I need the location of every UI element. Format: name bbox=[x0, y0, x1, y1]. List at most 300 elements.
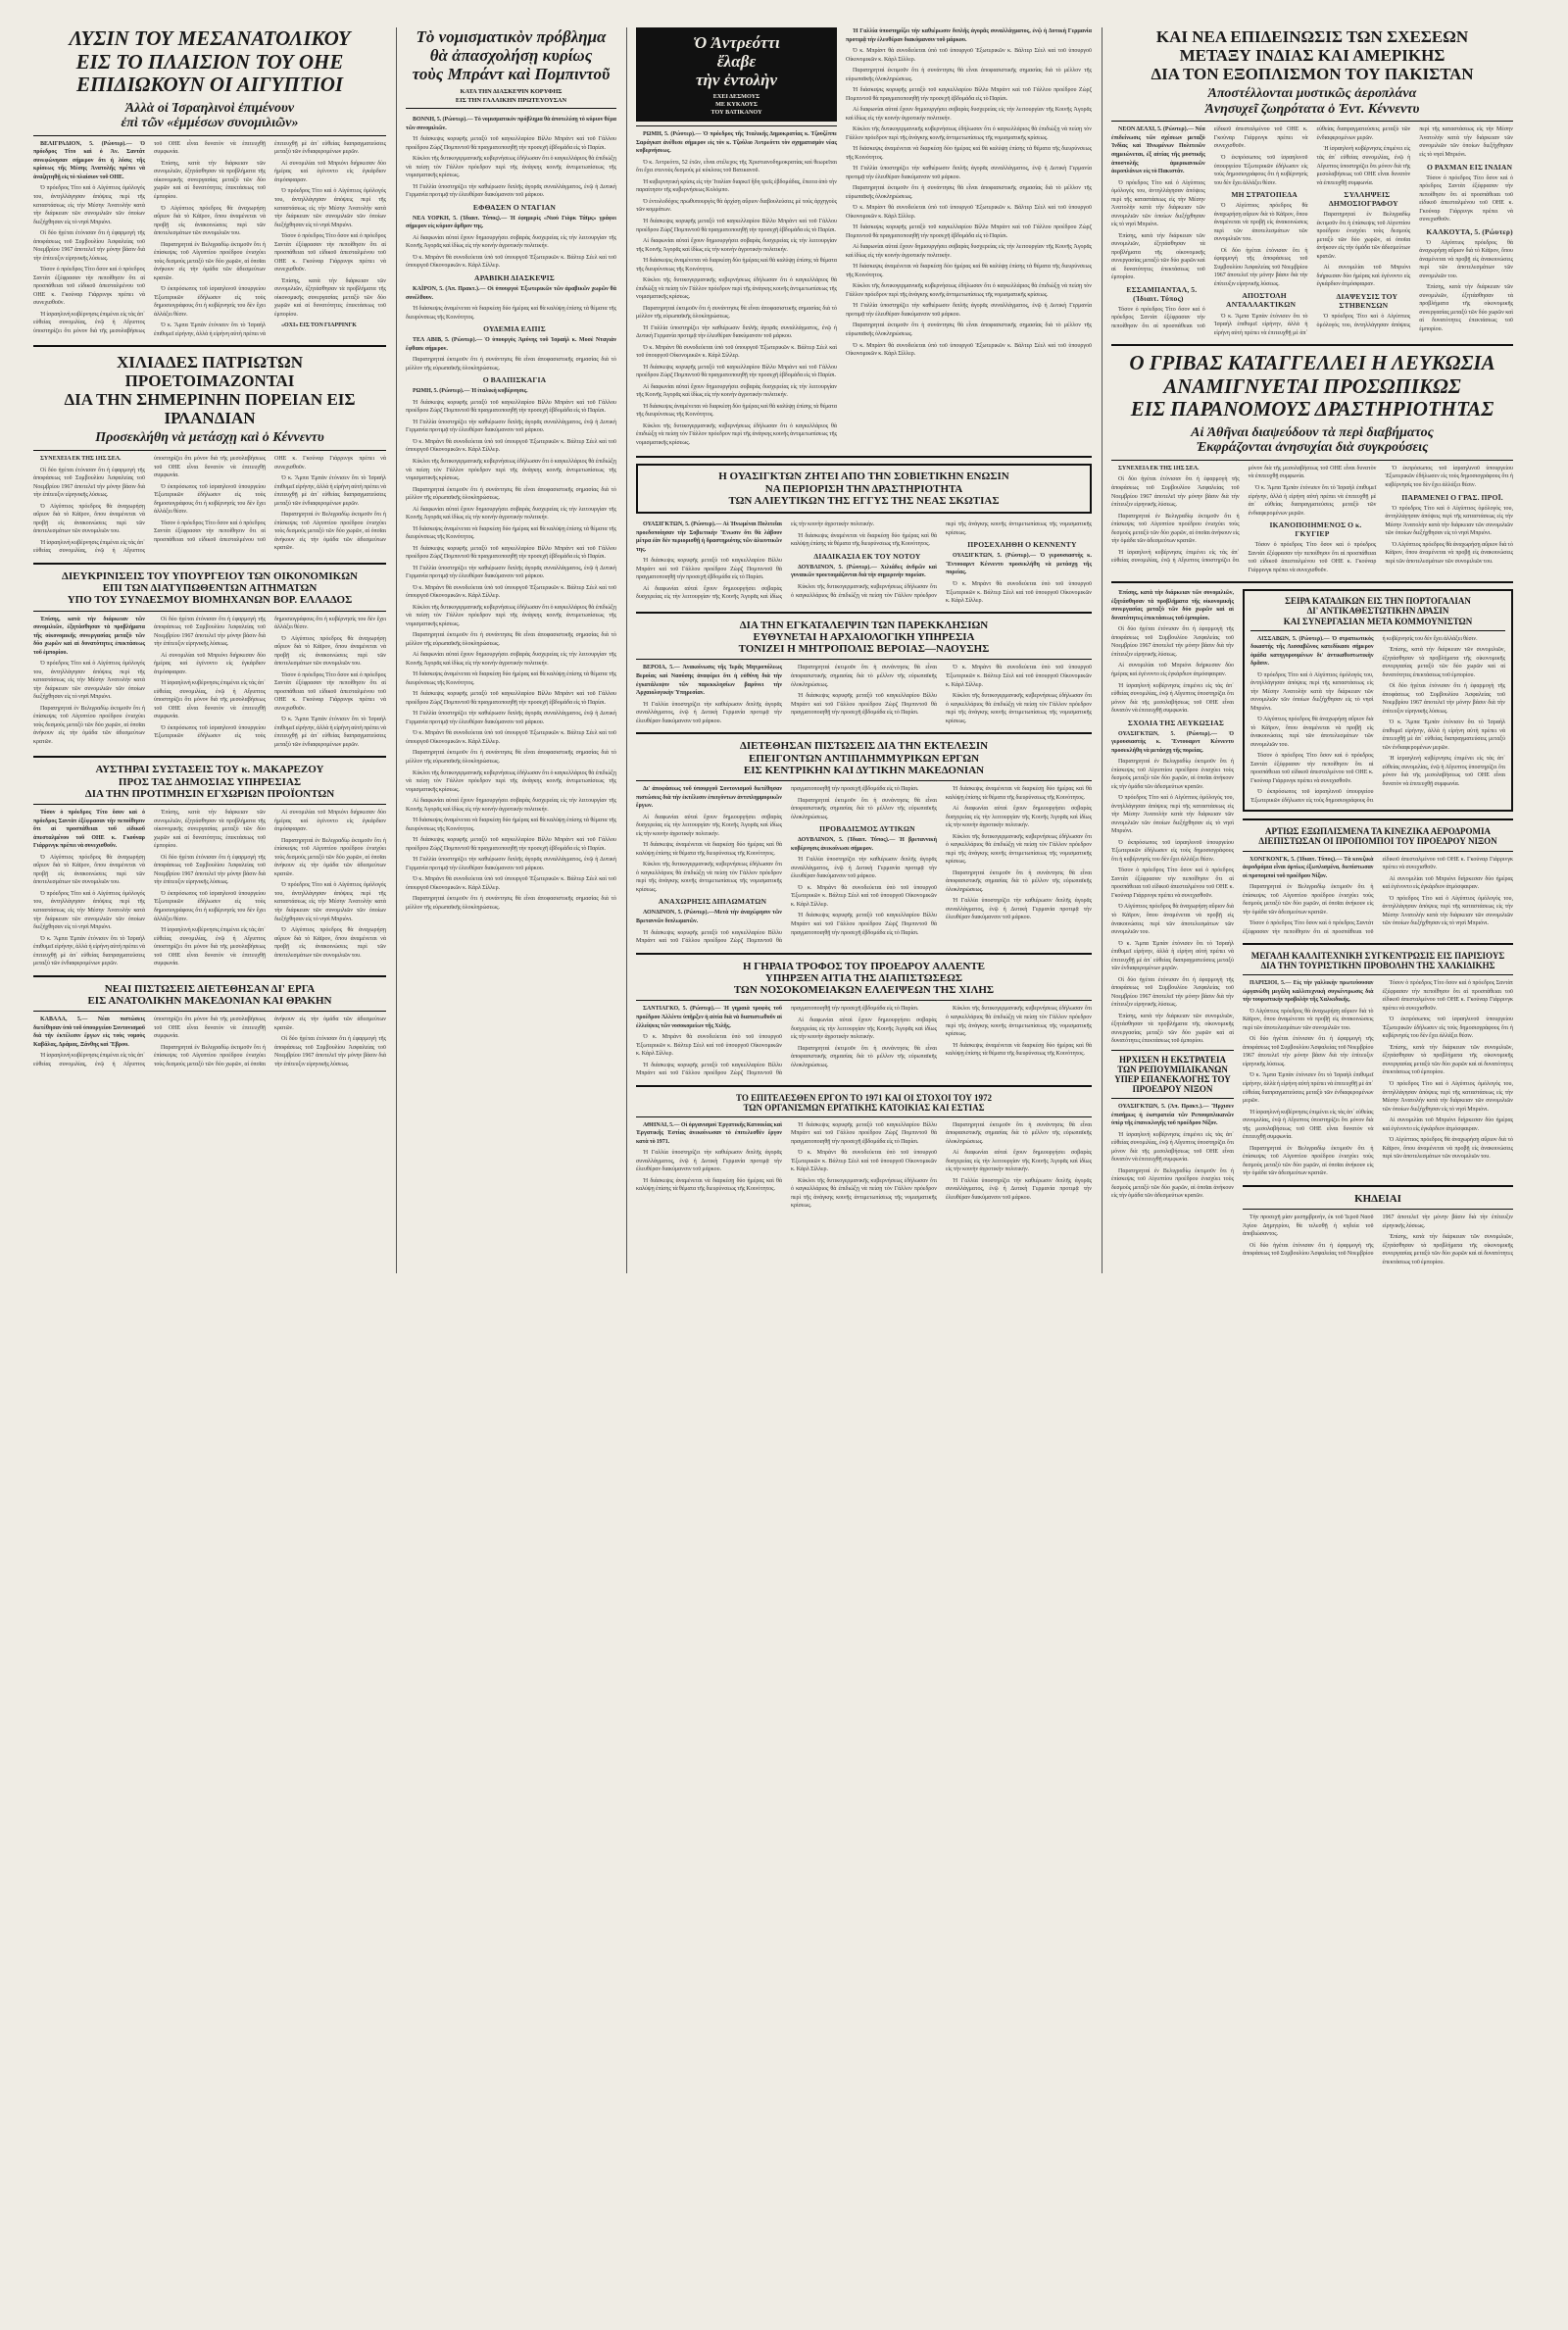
dateline: ΟΥΑΣΙΓΚΤΩΝ, 5. (Ἀπ. Πρακτ.).— Ἤρχισεν ἐπισήμως ἡ ἐκστρατεία τῶν Ρεπουμπλικανῶν ὑπὲρ τῆς ἐπανεκλογῆς τοῦ προέδρου Νίξον. bbox=[1111, 1104, 1234, 1127]
paragraph: Ἡ ἰσραηλινὴ κυβέρνησις ἐπιμένει εἰς τὰς ἀπ᾽ εὐθείας συνομιλίας, ἐνῷ ἡ Αἴγυπτος ὑποστηρίζει ὅτι μόνον διὰ τῆς μεσολαβήσεως τοῦ ΟΗΕ εἶναι δυνατὸν νὰ ἐπιτευχθῇ συμφωνία. bbox=[33, 456, 266, 555]
paragraph: Οἱ δύο ἡγέται ἐτόνισαν ὅτι ἡ ἐφαρμογὴ τῆς ἀποφάσεως τοῦ Συμβουλίου Ἀσφαλείας τοῦ Νοεμβρίου 1967 ἀποτελεῖ τὴν μόνην βάσιν διὰ τὴν ἐπίτευξιν εἰρηνικῆς λύσεως. bbox=[154, 854, 266, 886]
dateline: ΒΟΝΝΗ, 5. (Ρώυτερ).— Τὸ νομισματικὸν πρόβλημα θὰ ἀποτελέσῃ τὸ κύριον θέμα τῶν συνομιλιῶν. bbox=[406, 117, 616, 131]
paragraph: Παρατηρηταὶ ἐκτιμοῦν ὅτι ἡ συνάντησις θὰ εἶναι ἀποφασιστικῆς σημασίας διὰ τὸ μέλλον τῆς εὐρωπαϊκῆς ὁλοκληρώσεως. bbox=[406, 896, 616, 911]
paragraph: Τόσον ὁ πρόεδρος Τίτο ὅσον καὶ ὁ πρόεδρος Σαντὰτ ἐξέφρασαν τὴν πεποίθησιν ὅτι αἱ προσπάθειαι τοῦ εἰδικοῦ ἀπεσταλμένου τοῦ ΟΗΕ κ. Γκούναρ Γιάρρινγκ πρέπει νὰ συνεχισθοῦν. bbox=[1111, 868, 1234, 899]
right-lower-split bbox=[1111, 589, 1513, 1273]
paragraph: Ὁ ἐκπρόσωπος τοῦ ἰσραηλινοῦ ὑπουργείου Ἐξωτερικῶν ἐδήλωσεν εἰς τοὺς δημοσιογράφους ὅτι ἡ κυβέρνησίς του δὲν ἔχει ἀλλάξει θέσιν. bbox=[1382, 1016, 1513, 1040]
subhead: ΔΙΑΨΕΥΣΙΣ ΤΟΥ ΣΤΗΒΕΝΣΩΝ bbox=[1336, 291, 1398, 311]
paragraph: Τόσον ὁ πρόεδρος Τίτο ὅσον καὶ ὁ πρόεδρος Σαντὰτ ἐξέφρασαν τὴν πεποίθησιν ὅτι αἱ προσπάθειαι τοῦ εἰδικοῦ ἀπεσταλμένου τοῦ ΟΗΕ κ. Γκούναρ Γιάρρινγκ πρέπει νὰ συνεχισθοῦν. bbox=[1243, 856, 1513, 935]
paragraph: Ὁ κ. Μπρὰντ θὰ συνοδεύεται ὑπὸ τοῦ ὑπουργοῦ Ἐξωτερικῶν κ. Βάλτερ Σέελ καὶ τοῦ ὑπουργοῦ Οἰκονομικῶν κ. Κάρλ Σίλλερ. bbox=[946, 580, 1092, 605]
story-credits-macedonia bbox=[33, 983, 386, 1070]
story-allende-nurse bbox=[636, 961, 1092, 1078]
paragraph: Τόσον ὁ πρόεδρος Τίτο ὅσον καὶ ὁ πρόεδρος Σαντὰτ ἐξέφρασαν τὴν πεποίθησιν ὅτι αἱ προσπάθειαι τοῦ εἰδικοῦ ἀπεσταλμένου τοῦ ΟΗΕ κ. Γκούναρ Γιάρρινγκ πρέπει νὰ συνεχισθοῦν. bbox=[1111, 126, 1308, 329]
headline-line-2: ΥΠΕΡ ΕΠΑΝΕΚΛΟΓΗΣ ΤΟΥ ΠΡΟΕΔΡΟΥ ΝΙΞΟΝ bbox=[1114, 1073, 1231, 1094]
story-body bbox=[636, 664, 1092, 725]
paragraph: Ἡ Γαλλία ὑποστηρίζει τὴν καθιέρωσιν διπλῆς ἀγορᾶς συναλλάγματος, ἐνῷ ἡ Δυτικὴ Γερμανία προτιμᾷ τὴν ἐλευθέραν διακύμανσιν τοῦ μάρκου. bbox=[846, 166, 1092, 180]
headline-line-2: ΕΙΣ ΤΟ ΠΛΑΙΣΙΟΝ ΤΟΥ ΟΗΕ bbox=[75, 49, 344, 74]
paragraph: Παρατηρηταὶ ἐν Βελιγραδίῳ ἐκτιμοῦν ὅτι ἡ ἐπίσκεψις τοῦ Αἰγυπτίου προέδρου ἐνισχύει τοὺς δεσμοὺς μεταξὺ τῶν δύο χωρῶν, αἱ ὁποῖαι ἀνήκουν εἰς τὴν ὁμάδα τῶν ἀδεσμεύτων κρατῶν. bbox=[274, 837, 386, 877]
paragraph: Ἡ διάσκεψις κορυφῆς μεταξὺ τοῦ καγκελλαρίου Βίλλυ Μπράντ καὶ τοῦ Γάλλου προέδρου Ζὼρζ Πομπιντοῦ θὰ πραγματοποιηθῇ τὴν προσεχῆ ἑβδομάδα εἰς τὸ Παρίσι. bbox=[636, 364, 837, 379]
paragraph: Αἱ διαφωνίαι αὐταὶ ἔχουν δημιουργήσει σοβαρὰς δυσχερείας εἰς τὴν λειτουργίαν τῆς Κοινῆς Ἀγορᾶς καὶ ἰδίως εἰς τὴν κοινὴν ἀγροτικὴν πολιτικήν. bbox=[846, 107, 1092, 122]
paragraph: Ὁ ἐκπρόσωπος τοῦ ἰσραηλινοῦ ὑπουργείου Ἐξωτερικῶν ἐδήλωσεν εἰς τοὺς δημοσιογράφους ὅτι ἡ κυβέρνησίς του δὲν ἔχει ἀλλάξει θέσιν. bbox=[1250, 635, 1478, 804]
headline-line-2: ΠΡΟΣ ΤΑΣ ΔΗΜΟΣΙΑΣ ΥΠΗΡΕΣΙΑΣ bbox=[118, 775, 302, 788]
paragraph: Αἱ διαφωνίαι αὐταὶ ἔχουν δημιουργήσει σοβαρὰς δυσχερείας εἰς τὴν λειτουργίαν τῆς Κοινῆς Ἀγορᾶς καὶ ἰδίως εἰς τὴν κοινὴν ἀγροτικὴν πολιτικήν. bbox=[946, 806, 1092, 829]
paragraph: Ὁ κ. Μπρὰντ θὰ συνοδεύεται ὑπὸ τοῦ ὑπουργοῦ Ἐξωτερικῶν κ. Βάλτερ Σέελ καὶ τοῦ ὑπουργοῦ Οἰκονομικῶν κ. Κάρλ Σίλλερ. bbox=[406, 584, 616, 600]
paragraph: Κύκλοι τῆς δυτικογερμανικῆς κυβερνήσεως ἐδήλωσαν ὅτι ὁ καγκελλάριος θὰ ἐπιδιώξῃ νὰ πείσῃ τὸν Γάλλον πρόεδρον περὶ τῆς ἀνάγκης κοινῆς ἀντιμετωπίσεως τῆς νομισματικῆς κρίσεως. bbox=[791, 1177, 937, 1210]
paragraph: Παρατηρηταὶ ἐν Βελιγραδίῳ ἐκτιμοῦν ὅτι ἡ ἐπίσκεψις τοῦ Αἰγυπτίου προέδρου ἐνισχύει τοὺς δεσμοὺς μεταξὺ τῶν δύο χωρῶν, αἱ ὁποῖαι ἀνήκουν εἰς τὴν ὁμάδα τῶν ἀδεσμεύτων κρατῶν. bbox=[274, 512, 386, 552]
paragraph: Ὁ πρόεδρος Τίτο καὶ ὁ Αἰγύπτιος ὁμόλογός του, ἀντηλλάγησαν ἀπόψεις περὶ τῆς καταστάσεως εἰς τὴν Μέσην Ἀνατολὴν κατὰ τὴν διάρκειαν τῶν συνομιλιῶν τῶν ὁποίων διεξήχθησαν εἰς τὸ νησὶ Μπριόνι. bbox=[1382, 895, 1513, 927]
paragraph: Ὁ ἐντολοδόχος πρωθυπουργὸς θὰ ἀρχίσῃ αὔριον διαβουλεύσεις μὲ τοὺς ἀρχηγοὺς τῶν κομμάτων. bbox=[636, 198, 837, 214]
paragraph: Ἡ ἰσραηλινὴ κυβέρνησις ἐπιμένει εἰς τὰς ἀπ᾽ εὐθείας συνομιλίας, ἐνῷ ἡ Αἴγυπτος ὑποστηρίζει ὅτι μόνον διὰ τῆς μεσολαβήσεως τοῦ ΟΗΕ εἶναι δυνατὸν νὰ ἐπιτευχθῇ συμφωνία. bbox=[1111, 465, 1377, 565]
paragraph: Ἡ ἰσραηλινὴ κυβέρνησις ἐπιμένει εἰς τὰς ἀπ᾽ εὐθείας συνομιλίας, ἐνῷ ἡ Αἴγυπτος ὑποστηρίζει ὅτι μόνον διὰ τῆς μεσολαβήσεως τοῦ ΟΗΕ εἶναι δυνατὸν νὰ ἐπιτευχθῇ συμφωνία. bbox=[1243, 1109, 1374, 1141]
paragraph: Ὁ ἐκπρόσωπος τοῦ ἰσραηλινοῦ ὑπουργείου Ἐξωτερικῶν ἐδήλωσεν εἰς τοὺς δημοσιογράφους ὅτι ἡ κυβέρνησίς του δὲν ἔχει ἀλλάξει θέσιν. bbox=[1213, 154, 1308, 186]
paragraph: Παρατηρηταὶ ἐκτιμοῦν ὅτι ἡ συνάντησις θὰ εἶναι ἀποφασιστικῆς σημασίας διὰ τὸ μέλλον τῆς εὐρωπαϊκῆς ὁλοκληρώσεως. bbox=[846, 322, 1092, 337]
mid-left-text bbox=[406, 116, 616, 915]
story-worker-housing bbox=[636, 1093, 1092, 1211]
center-top-right bbox=[846, 27, 1092, 450]
subhead: Ο ΡΑΧΜΑΝ ΕΙΣ ΙΝΔΙΑΝ bbox=[1427, 162, 1513, 172]
subhead: ΜΗ ΣΤΡΑΤΟΠΕΔΑ bbox=[1231, 190, 1298, 200]
story-body bbox=[1111, 465, 1513, 574]
paragraph: Κύκλοι τῆς δυτικογερμανικῆς κυβερνήσεως ἐδήλωσαν ὅτι ὁ καγκελλάριος θὰ ἐπιδιώξῃ νὰ πείσῃ τὸν Γάλλον πρόεδρον περὶ τῆς ἀνάγκης κοινῆς ἀντιμετωπίσεως τῆς νομισματικῆς κρίσεως. bbox=[636, 422, 837, 446]
story-body bbox=[636, 785, 1092, 945]
paragraph: Ἐπίσης, κατὰ τὴν διάρκειαν τῶν συνομιλιῶν, ἐξητάσθησαν τὰ προβλήματα τῆς οἰκονομικῆς συνεργασίας μεταξὺ τῶν δύο χωρῶν καὶ αἱ δυνατότητες ἐπεκτάσεως τοῦ ἐμπορίου. bbox=[1111, 590, 1234, 621]
paragraph: Κύκλοι τῆς δυτικογερμανικῆς κυβερνήσεως ἐδήλωσαν ὅτι ὁ καγκελλάριος θὰ ἐπιδιώξῃ νὰ πείσῃ τὸν Γάλλον πρόεδρον περὶ τῆς ἀνάγκης κοινῆς ἀντιμετωπίσεως τῆς νομισματικῆς κρίσεως. bbox=[406, 604, 616, 627]
paragraph: Τόσον ὁ πρόεδρος Τίτο ὅσον καὶ ὁ πρόεδρος Σαντὰτ ἐξέφρασαν τὴν πεποίθησιν ὅτι αἱ προσπάθειαι τοῦ εἰδικοῦ ἀπεσταλμένου τοῦ ΟΗΕ κ. Γκούναρ Γιάρρινγκ πρέπει νὰ συνεχισθοῦν. bbox=[1250, 753, 1374, 784]
paragraph: Ὁ ἐκπρόσωπος τοῦ ἰσραηλινοῦ ὑπουργείου Ἐξωτερικῶν ἐδήλωσεν εἰς τοὺς δημοσιογράφους ὅτι ἡ κυβέρνησίς του δὲν ἔχει ἀλλάξει θέσιν. bbox=[1385, 465, 1513, 488]
paragraph: Ὁ πρόεδρος Τίτο καὶ ὁ Αἰγύπτιος ὁμόλογός του, ἀντηλλάγησαν ἀπόψεις περὶ τῆς καταστάσεως εἰς τὴν Μέσην Ἀνατολὴν κατὰ τὴν διάρκειαν τῶν συνομιλιῶν τῶν ὁποίων διεξήχθησαν εἰς τὸ νησὶ Μπριόνι. bbox=[1111, 179, 1205, 228]
headline-line-1: ΗΡΧΙΣΕΝ Η ΕΚΣΤΡΑΤΕΙΑ ΤΩΝ ΡΕΠΟΥΜΠΛΙΚΑΝΩΝ bbox=[1117, 1054, 1228, 1074]
paragraph: Οἱ δύο ἡγέται ἐτόνισαν ὅτι ἡ ἐφαρμογὴ τῆς ἀποφάσεως τοῦ Συμβουλίου Ἀσφαλείας τοῦ Νοεμβρίου 1967 ἀποτελεῖ τὴν μόνην βάσιν διὰ τὴν ἐπίτευξιν εἰρηνικῆς λύσεως. bbox=[154, 616, 266, 648]
paragraph: Ὁ Αἰγύπτιος πρόεδρος θὰ ἀναχωρήσῃ αὔριον διὰ τὸ Κάϊρον, ὅπου ἀναμένεται νὰ προβῇ εἰς ἀνακοινώσεις περὶ τῶν ἀποτελεσμάτων τῶν συνομιλιῶν του. bbox=[1111, 904, 1234, 936]
story-body bbox=[33, 616, 386, 750]
dateline: ΡΩΜΗ, 5. (Ρώυτερ).— Ὁ πρόεδρος τῆς Ἰταλικῆς Δημοκρατίας κ. Τζουζέππε Σαράγκατ ἀνέθεσε σήμερον εἰς τὸν κ. Τζούλιο Ἀντρεόττι τὸν σχηματισμὸν νέας κυβερνήσεως. bbox=[636, 131, 837, 155]
headline-line-1: ΑΡΤΙΩΣ ΕΞΩΠΛΙΣΜΕΝΑ ΤΑ ΚΙΝΕΖΙΚΑ ΑΕΡΟΔΡΟΜΙΑ bbox=[1264, 826, 1492, 837]
headline-line-3: ΤΟΝΙΖΕΙ Η ΜΗΤΡΟΠΟΛΙΣ ΒΕΡΟΙΑΣ—ΝΑΟΥΣΗΣ bbox=[738, 643, 990, 656]
paragraph: Τόσον ὁ πρόεδρος Τίτο ὅσον καὶ ὁ πρόεδρος Σαντὰτ ἐξέφρασαν τὴν πεποίθησιν ὅτι αἱ προσπάθειαι τοῦ εἰδικοῦ ἀπεσταλμένου τοῦ ΟΗΕ κ. Γκούναρ Γιάρρινγκ πρέπει νὰ συνεχισθοῦν. bbox=[33, 810, 145, 850]
paragraph: Ἡ Γαλλία ὑποστηρίζει τὴν καθιέρωσιν διπλῆς ἀγορᾶς συναλλάγματος, ἐνῷ ἡ Δυτικὴ Γερμανία προτιμᾷ τὴν ἐλευθέραν διακύμανσιν τοῦ μάρκου. bbox=[406, 711, 616, 725]
headline-line-3: ΤΩΝ ΑΛΙΕΥΤΙΚΩΝ ΤΗΣ ΕΓΓΥΣ ΤΗΣ ΝΕΑΣ ΣΚΩΤΙΑΣ bbox=[728, 494, 1000, 507]
right-lower-left bbox=[1111, 589, 1234, 1273]
paragraph: Παρατηρηταὶ ἐν Βελιγραδίῳ ἐκτιμοῦν ὅτι ἡ ἐπίσκεψις τοῦ Αἰγυπτίου προέδρου ἐνισχύει τοὺς δεσμοὺς μεταξὺ τῶν δύο χωρῶν, αἱ ὁποῖαι ἀνήκουν εἰς τὴν ὁμάδα τῶν ἀδεσμεύτων κρατῶν. bbox=[154, 1016, 386, 1067]
paragraph: Τόσον ὁ πρόεδρος Τίτο ὅσον καὶ ὁ πρόεδρος Σαντὰτ ἐξέφρασαν τὴν πεποίθησιν ὅτι αἱ προσπάθειαι τοῦ εἰδικοῦ ἀπεσταλμένου τοῦ ΟΗΕ κ. Γκούναρ Γιάρρινγκ πρέπει νὰ συνεχισθοῦν. bbox=[154, 456, 386, 543]
story-body bbox=[1243, 979, 1513, 1177]
headline-sub-2: ΕΙΣ ΤΗΝ ΓΑΛΛΙΚΗΝ ΠΡΩΤΕΥΟΥΣΑΝ bbox=[455, 97, 567, 105]
paragraph: Ὁ Αἰγύπτιος πρόεδρος θὰ ἀναχωρήσῃ αὔριον διὰ τὸ Κάϊρον, ὅπου ἀναμένεται νὰ προβῇ εἰς ἀνακοινώσεις περὶ τῶν ἀποτελεσμάτων τῶν συνομιλιῶν του. bbox=[274, 635, 386, 668]
headline-deck-2: ἐπὶ τῶν «ἐμμέσων συνομιλιῶν» bbox=[121, 116, 299, 131]
dateline: ΛΙΣΣΑΒΩΝ, 5. (Ρώυτερ).— Ὁ στρατιωτικὸς δικαστὴς τῆς Λισσαβῶνος κατεδίκασε σήμερον ὁμάδα κατηγορουμένων δι' ἀντικαθεστωτικὴν δρᾶσιν. bbox=[1250, 635, 1374, 668]
obituaries-section bbox=[1243, 1193, 1513, 1266]
headline-line-2: ΤΩΝ ΟΡΓΑΝΙΣΜΩΝ ΕΡΓΑΤΙΚΗΣ ΚΑΤΟΙΚΙΑΣ ΚΑΙ ΕΣΤΙΑΣ bbox=[743, 1102, 985, 1113]
paragraph: Ἡ ἰσραηλινὴ κυβέρνησις ἐπιμένει εἰς τὰς ἀπ᾽ εὐθείας συνομιλίας, ἐνῷ ἡ Αἴγυπτος ὑποστηρίζει ὅτι μόνον διὰ τῆς μεσολαβήσεως τοῦ ΟΗΕ εἶναι δυνατὸν νὰ ἐπιτευχθῇ συμφωνία. bbox=[1111, 1131, 1234, 1164]
headline-line-1: ΝΕΑΙ ΠΙΣΤΩΣΕΙΣ ΔΙΕΤΕΘΗΣΑΝ ΔΙ' ΕΡΓΑ bbox=[104, 982, 316, 995]
paragraph: Ἡ διάσκεψις κορυφῆς μεταξὺ τοῦ καγκελλαρίου Βίλλυ Μπράντ καὶ τοῦ Γάλλου προέδρου Ζὼρζ Πομπιντοῦ θὰ πραγματοποιηθῇ τὴν προσεχῆ ἑβδομάδα εἰς τὸ Παρίσι. bbox=[636, 558, 782, 581]
andreotti-story-body bbox=[636, 130, 837, 447]
paragraph: Παρατηρηταὶ ἐκτιμοῦν ὅτι ἡ συνάντησις θὰ εἶναι ἀποφασιστικῆς σημασίας διὰ τὸ μέλλον τῆς εὐρωπαϊκῆς ὁλοκληρώσεως. bbox=[406, 357, 616, 372]
paragraph: Ἡ Γαλλία ὑποστηρίζει τὴν καθιέρωσιν διπλῆς ἀγορᾶς συναλλάγματος, ἐνῷ ἡ Δυτικὴ Γερμανία προτιμᾷ τὴν ἐλευθέραν διακύμανσιν τοῦ μάρκου. bbox=[406, 419, 616, 434]
story-flood-works bbox=[636, 740, 1092, 945]
paragraph: Ὁ Αἰγύπτιος πρόεδρος θὰ ἀναχωρήσῃ αὔριον διὰ τὸ Κάϊρον, ὅπου ἀναμένεται νὰ προβῇ εἰς ἀνακοινώσεις περὶ τῶν ἀποτελεσμάτων τῶν συνομιλιῶν του. bbox=[1250, 717, 1374, 748]
dateline: ΔΟΥΒΛΙΝΟΝ, 5. (Ρώυτερ).— Χιλιάδες ἀνδρῶν καὶ γυναικῶν προετοιμάζονται διὰ τὴν σημερινὴν πορείαν. bbox=[791, 564, 937, 579]
paragraph: Ἐπίσης, κατὰ τὴν διάρκειαν τῶν συνομιλιῶν, ἐξητάσθησαν τὰ προβλήματα τῆς οἰκονομικῆς συνεργασίας μεταξὺ τῶν δύο χωρῶν καὶ αἱ δυνατότητες ἐπεκτάσεως τοῦ ἐμπορίου. bbox=[1382, 647, 1505, 678]
paragraph: Ἡ ἰσραηλινὴ κυβέρνησις ἐπιμένει εἰς τὰς ἀπ᾽ εὐθείας συνομιλίας, ἐνῷ ἡ Αἴγυπτος ὑποστηρίζει ὅτι μόνον διὰ τῆς μεσολαβήσεως τοῦ ΟΗΕ εἶναι δυνατὸν νὰ ἐπιτευχθῇ συμφωνία. bbox=[1382, 756, 1505, 787]
paragraph: Οἱ δύο ἡγέται ἐτόνισαν ὅτι ἡ ἐφαρμογὴ τῆς ἀποφάσεως τοῦ Συμβουλίου Ἀσφαλείας τοῦ Νοεμβρίου 1967 ἀποτελεῖ τὴν μόνην βάσιν διὰ τὴν ἐπίτευξιν εἰρηνικῆς λύσεως. bbox=[1111, 476, 1240, 509]
paragraph: Αἱ συνομιλίαι τοῦ Μπριόνι διήρκεσαν δύο ἡμέρας καὶ ἐγένοντο εἰς ἐγκάρδιον ἀτμόσφαιραν. bbox=[1316, 265, 1411, 288]
paragraph: Ἡ διάσκεψις ἀναμένεται νὰ διαρκέσῃ δύο ἡμέρας καὶ θὰ καλύψῃ ἐπίσης τὰ θέματα τῆς διευρύνσεως τῆς Κοινότητος. bbox=[406, 525, 616, 541]
paragraph: Παρατηρηταὶ ἐν Βελιγραδίῳ ἐκτιμοῦν ὅτι ἡ ἐπίσκεψις τοῦ Αἰγυπτίου προέδρου ἐνισχύει τοὺς δεσμοὺς μεταξὺ τῶν δύο χωρῶν, αἱ ὁποῖαι ἀνήκουν εἰς τὴν ὁμάδα τῶν ἀδεσμεύτων κρατῶν. bbox=[1243, 1145, 1374, 1177]
dateline: Δι' ἀποφάσεως τοῦ ὑπουργοῦ Συντονισμοῦ διετέθησαν πιστώσεις διὰ τὴν ἐκτέλεσιν ἐπειγόντων ἀντιπλημμυρικῶν ἔργων. bbox=[636, 786, 782, 810]
headline-line-2: ΕΠΙ ΤΩΝ ΔΙΑΤΥΠΩΘΕΝΤΩΝ ΑΙΤΗΜΑΤΩΝ bbox=[102, 582, 318, 595]
paragraph: Αἱ διαφωνίαι αὐταὶ ἔχουν δημιουργήσει σοβαρὰς δυσχερείας εἰς τὴν λειτουργίαν τῆς Κοινῆς Ἀγορᾶς καὶ ἰδίως εἰς τὴν κοινὴν ἀγροτικὴν πολιτικήν. bbox=[846, 244, 1092, 259]
paragraph: Ὁ κ. Μπρὰντ θὰ συνοδεύεται ὑπὸ τοῦ ὑπουργοῦ Ἐξωτερικῶν κ. Βάλτερ Σέελ καὶ τοῦ ὑπουργοῦ Οἰκονομικῶν κ. Κάρλ Σίλλερ. bbox=[636, 1034, 782, 1058]
paragraph: Ἡ Γαλλία ὑποστηρίζει τὴν καθιέρωσιν διπλῆς ἀγορᾶς συναλλάγματος, ἐνῷ ἡ Δυτικὴ Γερμανία προτιμᾷ τὴν ἐλευθέραν διακύμανσιν τοῦ μάρκου. bbox=[946, 898, 1092, 921]
paragraph: Παρατηρηταὶ ἐν Βελιγραδίῳ ἐκτιμοῦν ὅτι ἡ ἐπίσκεψις τοῦ Αἰγυπτίου προέδρου ἐνισχύει τοὺς δεσμοὺς μεταξὺ τῶν δύο χωρῶν, αἱ ὁποῖαι ἀνήκουν εἰς τὴν ὁμάδα τῶν ἀδεσμεύτων κρατῶν. bbox=[1111, 513, 1240, 545]
story-grivas-nicosia bbox=[1111, 352, 1513, 574]
paragraph: Παρατηρηταὶ ἐν Βελιγραδίῳ ἐκτιμοῦν ὅτι ἡ ἐπίσκεψις τοῦ Αἰγυπτίου προέδρου ἐνισχύει τοὺς δεσμοὺς μεταξὺ τῶν δύο χωρῶν, αἱ ὁποῖαι ἀνήκουν εἰς τὴν ὁμάδα τῶν ἀδεσμεύτων κρατῶν. bbox=[1111, 1167, 1234, 1200]
paragraph: Οἱ δύο ἡγέται ἐτόνισαν ὅτι ἡ ἐφαρμογὴ τῆς ἀποφάσεως τοῦ Συμβουλίου Ἀσφαλείας τοῦ Νοεμβρίου 1967 ἀποτελεῖ τὴν μόνην βάσιν διὰ τὴν ἐπίτευξιν εἰρηνικῆς λύσεως. bbox=[1382, 683, 1505, 715]
feature-line-1: Ὁ Ἀντρεόττι bbox=[693, 33, 780, 52]
paragraph: Ὁ κ. Μπρὰντ θὰ συνοδεύεται ὑπὸ τοῦ ὑπουργοῦ Ἐξωτερικῶν κ. Βάλτερ Σέελ καὶ τοῦ ὑπουργοῦ Οἰκονομικῶν κ. Κάρλ Σίλλερ. bbox=[791, 884, 937, 908]
paragraph: Ὁ κ. Ἄμπα Ἐμπὰν ἐτόνισεν ὅτι τὸ Ἰσραὴλ ἐπιθυμεῖ εἰρήνην, ἀλλὰ ἡ εἰρήνη αὐτὴ πρέπει νὰ ἐπιτευχθῇ μὲ ἀπ᾽ εὐθείας διαπραγματεύσεις μεταξὺ τῶν ἐνδιαφερομένων μερῶν. bbox=[1382, 719, 1505, 751]
paragraph: Ὁ κ. Ἄμπα Ἐμπὰν ἐτόνισεν ὅτι τὸ Ἰσραὴλ ἐπιθυμεῖ εἰρήνην, ἀλλὰ ἡ εἰρήνη αὐτὴ πρέπει νὰ ἐπιτευχθῇ μὲ ἀπ᾽ εὐθείας διαπραγματεύσεις μεταξὺ τῶν ἐνδιαφερομένων μερῶν. bbox=[274, 717, 386, 748]
paragraph: Κύκλοι τῆς δυτικογερμανικῆς κυβερνήσεως ἐδήλωσαν ὅτι ὁ καγκελλάριος θὰ ἐπιδιώξῃ νὰ πείσῃ τὸν Γάλλον πρόεδρον περὶ τῆς ἀνάγκης κοινῆς ἀντιμετωπίσεως τῆς νομισματικῆς κρίσεως. bbox=[946, 1006, 1092, 1038]
paragraph: Κύκλοι τῆς δυτικογερμανικῆς κυβερνήσεως ἐδήλωσαν ὅτι ὁ καγκελλάριος θὰ ἐπιδιώξῃ νὰ πείσῃ τὸν Γάλλον πρόεδρον περὶ τῆς ἀνάγκης κοινῆς ἀντιμετωπίσεως τῆς νομισματικῆς κρίσεως. bbox=[406, 156, 616, 179]
center-top-split bbox=[636, 27, 1092, 450]
paragraph: Ὁ πρόεδρος Τίτο καὶ ὁ Αἰγύπτιος ὁμόλογός του, ἀντηλλάγησαν ἀπόψεις περὶ τῆς καταστάσεως εἰς τὴν Μέσην Ἀνατολὴν κατὰ τὴν διάρκειαν τῶν συνομιλιῶν τῶν ὁποίων διεξήχθησαν εἰς τὸ νησὶ Μπριόνι. bbox=[1385, 505, 1513, 537]
paragraph: Ἡ διάσκεψις ἀναμένεται νὰ διαρκέσῃ δύο ἡμέρας καὶ θὰ καλύψῃ ἐπίσης τὰ θέματα τῆς διευρύνσεως τῆς Κοινότητος. bbox=[846, 146, 1092, 161]
paragraph: Παρατηρηταὶ ἐν Βελιγραδίῳ ἐκτιμοῦν ὅτι ἡ ἐπίσκεψις τοῦ Αἰγυπτίου προέδρου ἐνισχύει τοὺς δεσμοὺς μεταξὺ τῶν δύο χωρῶν, αἱ ὁποῖαι ἀνήκουν εἰς τὴν ὁμάδα τῶν ἀδεσμεύτων κρατῶν. bbox=[154, 241, 266, 281]
story-monetary-summit bbox=[406, 27, 616, 109]
lead-story-body bbox=[33, 140, 386, 338]
story-body bbox=[33, 809, 386, 967]
paragraph: Κύκλοι τῆς δυτικογερμανικῆς κυβερνήσεως ἐδήλωσαν ὅτι ὁ καγκελλάριος θὰ ἐπιδιώξῃ νὰ πείσῃ τὸν Γάλλον πρόεδρον περὶ τῆς ἀνάγκης κοινῆς ἀντιμετωπίσεως τῆς νομισματικῆς κρίσεως. bbox=[946, 693, 1092, 724]
story-ireland-march bbox=[33, 353, 386, 555]
story-makarezos bbox=[33, 764, 386, 967]
paragraph: Ὁ κ. Μπρὰντ θὰ συνοδεύεται ὑπὸ τοῦ ὑπουργοῦ Ἐξωτερικῶν κ. Βάλτερ Σέελ καὶ τοῦ ὑπουργοῦ Οἰκονομικῶν κ. Κάρλ Σίλλερ. bbox=[406, 438, 616, 454]
andreotti-feature-box bbox=[636, 27, 837, 122]
headline-line-2: ΔΙΑ ΤΗΝ ΣΗΜΕΡΙΝΗΝ ΠΟΡΕΙΑΝ ΕΙΣ ΙΡΛΑΝΔΙΑΝ bbox=[64, 390, 356, 428]
paragraph: Ἡ Γαλλία ὑποστηρίζει τὴν καθιέρωσιν διπλῆς ἀγορᾶς συναλλάγματος, ἐνῷ ἡ Δυτικὴ Γερμανία προτιμᾷ τὴν ἐλευθέραν διακύμανσιν τοῦ μάρκου. bbox=[406, 857, 616, 871]
story-body bbox=[1250, 635, 1505, 806]
paragraph: Ὁ Αἰγύπτιος πρόεδρος θὰ ἀναχωρήσῃ αὔριον διὰ τὸ Κάϊρον, ὅπου ἀναμένεται νὰ προβῇ εἰς ἀνακοινώσεις περὶ τῶν ἀποτελεσμάτων τῶν συνομιλιῶν του. bbox=[1382, 1137, 1513, 1161]
dateline: ΟΥΑΣΙΓΚΤΩΝ, 5. (Ρώυτερ).— Ὁ γερουσιαστὴς κ. Ἔντουαρντ Κέννεντυ προσεκλήθη νὰ μετάσχῃ τῆς πορείας. bbox=[946, 553, 1092, 576]
feature-sub-2: ΜΕ ΚΥΚΛΟΥΣ bbox=[715, 100, 758, 108]
paragraph: Τόσον ὁ πρόεδρος Τίτο ὅσον καὶ ὁ πρόεδρος Σαντὰτ ἐξέφρασαν τὴν πεποίθησιν ὅτι αἱ προσπάθειαι τοῦ εἰδικοῦ ἀπεσταλμένου τοῦ ΟΗΕ κ. Γκούναρ Γιάρρινγκ πρέπει νὰ συνεχισθοῦν. bbox=[274, 233, 386, 273]
paragraph: Ὁ ἐκπρόσωπος τοῦ ἰσραηλινοῦ ὑπουργείου Ἐξωτερικῶν ἐδήλωσεν εἰς τοὺς δημοσιογράφους ὅτι ἡ κυβέρνησίς του δὲν ἔχει ἀλλάξει θέσιν. bbox=[154, 483, 266, 516]
story-halkidiki-tourism bbox=[1243, 951, 1513, 1178]
paragraph: Ὁ κ. Ἄμπα Ἐμπὰν ἐτόνισεν ὅτι τὸ Ἰσραὴλ ἐπιθυμεῖ εἰρήνην, ἀλλὰ ἡ εἰρήνη αὐτὴ πρέπει νὰ ἐπιτευχθῇ μὲ ἀπ᾽ εὐθείας διαπραγματεύσεις μεταξὺ τῶν ἐνδιαφερομένων μερῶν. bbox=[1248, 485, 1377, 517]
paragraph: Ὁ κ. Μπρὰντ θὰ συνοδεύεται ὑπὸ τοῦ ὑπουργοῦ Ἐξωτερικῶν κ. Βάλτερ Σέελ καὶ τοῦ ὑπουργοῦ Οἰκονομικῶν κ. Κάρλ Σίλλερ. bbox=[846, 205, 1092, 220]
paragraph: Τόσον ὁ πρόεδρος Τίτο ὅσον καὶ ὁ πρόεδρος Σαντὰτ ἐξέφρασαν τὴν πεποίθησιν ὅτι αἱ προσπάθειαι τοῦ εἰδικοῦ ἀπεσταλμένου τοῦ ΟΗΕ κ. Γκούναρ Γιάρρινγκ πρέπει νὰ συνεχισθοῦν. bbox=[274, 671, 386, 712]
paragraph: Ἡ διάσκεψις κορυφῆς μεταξὺ τοῦ καγκελλαρίου Βίλλυ Μπράντ καὶ τοῦ Γάλλου προέδρου Ζὼρζ Πομπιντοῦ θὰ πραγματοποιηθῇ τὴν προσεχῆ ἑβδομάδα εἰς τὸ Παρίσι. bbox=[406, 691, 616, 706]
jump-line: ΣΥΝΕΧΕΙΑ ΕΚ ΤΗΣ 1ΗΣ ΣΕΛ. bbox=[1118, 465, 1200, 471]
paragraph: Παρατηρηταὶ ἐν Βελιγραδίῳ ἐκτιμοῦν ὅτι ἡ ἐπίσκεψις τοῦ Αἰγυπτίου προέδρου ἐνισχύει τοὺς δεσμοὺς μεταξὺ τῶν δύο χωρῶν, αἱ ὁποῖαι ἀνήκουν εἰς τὴν ὁμάδα τῶν ἀδεσμεύτων κρατῶν. bbox=[1316, 212, 1411, 260]
paragraph: Ἡ διάσκεψις κορυφῆς μεταξὺ τοῦ καγκελλαρίου Βίλλυ Μπράντ καὶ τοῦ Γάλλου προέδρου Ζὼρζ Πομπιντοῦ θὰ πραγματοποιηθῇ τὴν προσεχῆ ἑβδομάδα εἰς τὸ Παρίσι. bbox=[846, 224, 1092, 239]
mid-left-split bbox=[406, 116, 616, 915]
paragraph: Ὁ πρόεδρος Τίτο καὶ ὁ Αἰγύπτιος ὁμόλογός του, ἀντηλλάγησαν ἀπόψεις περὶ τῆς καταστάσεως εἰς τὴν Μέσην Ἀνατολὴν κατὰ τὴν διάρκειαν τῶν συνομιλιῶν τῶν ὁποίων διεξήχθησαν εἰς τὸ νησὶ Μπριόνι. bbox=[274, 882, 386, 922]
paragraph: Τόσον ὁ πρόεδρος Τίτο ὅσον καὶ ὁ πρόεδρος Σαντὰτ ἐξέφρασαν τὴν πεποίθησιν ὅτι αἱ προσπάθειαι τοῦ εἰδικοῦ ἀπεσταλμένου τοῦ ΟΗΕ κ. Γκούναρ Γιάρρινγκ πρέπει νὰ συνεχισθοῦν. bbox=[1419, 174, 1513, 223]
paragraph: Παρατηρηταὶ ἐκτιμοῦν ὅτι ἡ συνάντησις θὰ εἶναι ἀποφασιστικῆς σημασίας διὰ τὸ μέλλον τῆς εὐρωπαϊκῆς ὁλοκληρώσεως. bbox=[406, 486, 616, 502]
feature-sub-1: ΕΧΕΙ ΔΕΣΜΟΥΣ bbox=[712, 93, 760, 101]
paragraph: Ὁ κ. Ἄμπα Ἐμπὰν ἐτόνισεν ὅτι τὸ Ἰσραὴλ ἐπιθυμεῖ εἰρήνην, ἀλλὰ ἡ εἰρήνη αὐτὴ πρέπει νὰ ἐπιτευχθῇ μὲ ἀπ᾽ εὐθείας διαπραγματεύσεις μεταξὺ τῶν ἐνδιαφερομένων μερῶν. bbox=[154, 140, 386, 337]
feature-line-3: τὴν ἐντολὴν bbox=[695, 71, 778, 90]
headline-line-1: Ο ΓΡΙΒΑΣ ΚΑΤΑΓΓΕΛΛΕΙ Η ΛΕΥΚΩΣΙΑ bbox=[1129, 351, 1495, 375]
story-nixon-campaign bbox=[1111, 1055, 1234, 1201]
dateline: ΠΑΡΙΣΙΟΙ, 5.— Εἰς τὴν γαλλικὴν πρωτεύουσαν ὠργανώθη μεγάλη καλλιτεχνικὴ συγκέντρωσις διὰ τὴν τουριστικὴν προβολὴν τῆς Χαλκιδικῆς. bbox=[1243, 980, 1374, 1004]
paragraph: Ὁ κ. Μπρὰντ θὰ συνοδεύεται ὑπὸ τοῦ ὑπουργοῦ Ἐξωτερικῶν κ. Βάλτερ Σέελ καὶ τοῦ ὑπουργοῦ Οἰκονομικῶν κ. Κάρλ Σίλλερ. bbox=[406, 730, 616, 745]
dateline: ΛΟΝΔΙΝΟΝ, 5. (Ρώυτερ).—Μετὰ τὴν ἀναχώρησιν τῶν Βρεταννῶν διπλωματῶν. bbox=[636, 910, 782, 924]
paragraph: Ὁ Αἰγύπτιος πρόεδρος θὰ ἀναχωρήσῃ αὔριον διὰ τὸ Κάϊρον, ὅπου ἀναμένεται νὰ προβῇ εἰς ἀνακοινώσεις περὶ τῶν ἀποτελεσμάτων τῶν συνομιλιῶν του. bbox=[33, 854, 145, 886]
paragraph: Αἱ διαφωνίαι αὐταὶ ἔχουν δημιουργήσει σοβαρὰς δυσχερείας εἰς τὴν λειτουργίαν τῆς Κοινῆς Ἀγορᾶς καὶ ἰδίως εἰς τὴν κοινὴν ἀγροτικὴν πολιτικήν. bbox=[406, 506, 616, 521]
page-columns bbox=[33, 27, 1535, 1273]
lead-story-left bbox=[33, 27, 386, 338]
paragraph: Ἡ διάσκεψις κορυφῆς μεταξὺ τοῦ καγκελλαρίου Βίλλυ Μπράντ καὶ τοῦ Γάλλου προέδρου Ζὼρζ Πομπιντοῦ θὰ πραγματοποιηθῇ τὴν προσεχῆ ἑβδομάδα εἰς τὸ Παρίσι. bbox=[406, 837, 616, 852]
story-china-airports bbox=[1243, 826, 1513, 936]
subhead: Ο ΒΑΛΠΙΣΚΑΓΙΑ bbox=[482, 375, 547, 385]
headline-line-2: θὰ ἀπασχολήσῃ κυρίως bbox=[429, 46, 593, 66]
headline-line-2: ΔΙΕΠΙΣΤΩΣΑΝ ΟΙ ΠΡΟΠΟΜΠΟΙ ΤΟΥ ΠΡΟΕΔΡΟΥ ΝΙΞΟΝ bbox=[1258, 836, 1497, 847]
obituaries-body bbox=[1243, 1214, 1513, 1266]
paragraph: Παρατηρηταὶ ἐκτιμοῦν ὅτι ἡ συνάντησις θὰ εἶναι ἀποφασιστικῆς σημασίας διὰ τὸ μέλλον τῆς εὐρωπαϊκῆς ὁλοκληρώσεως. bbox=[946, 869, 1092, 893]
paragraph: Ὁ Αἰγύπτιος πρόεδρος θὰ ἀναχωρήσῃ αὔριον διὰ τὸ Κάϊρον, ὅπου ἀναμένεται νὰ προβῇ εἰς ἀνακοινώσεις περὶ τῶν ἀποτελεσμάτων τῶν συνομιλιῶν του. bbox=[274, 927, 386, 959]
headline-line-1: ΔΙΕΥΚΡΙΝΙΣΕΙΣ ΤΟΥ ΥΠΟΥΡΓΕΙΟΥ ΤΩΝ ΟΙΚΟΝΟΜΙΚΩΝ bbox=[62, 570, 358, 582]
story-body bbox=[33, 1016, 386, 1069]
obituaries-title: ΚΗΔΕΙΑΙ bbox=[1354, 1192, 1401, 1205]
paragraph: Ἡ διάσκεψις ἀναμένεται νὰ διαρκέσῃ δύο ἡμέρας καὶ θὰ καλύψῃ ἐπίσης τὰ θέματα τῆς διευρύνσεως τῆς Κοινότητος. bbox=[636, 258, 837, 273]
paragraph: Ὁ πρόεδρος Τίτο καὶ ὁ Αἰγύπτιος ὁμόλογός του, ἀντηλλάγησαν ἀπόψεις περὶ τῆς καταστάσεως εἰς τὴν Μέσην Ἀνατολὴν κατὰ τὴν διάρκειαν τῶν συνομιλιῶν τῶν ὁποίων διεξήχθησαν εἰς τὸ νησὶ Μπριόνι. bbox=[274, 188, 386, 228]
paragraph: Ὁ κ. Μπρὰντ θὰ συνοδεύεται ὑπὸ τοῦ ὑπουργοῦ Ἐξωτερικῶν κ. Βάλτερ Σέελ καὶ τοῦ ὑπουργοῦ Οἰκονομικῶν κ. Κάρλ Σίλλερ. bbox=[846, 48, 1092, 63]
paragraph: Αἱ συνομιλίαι τοῦ Μπριόνι διήρκεσαν δύο ἡμέρας καὶ ἐγένοντο εἰς ἐγκάρδιον ἀτμόσφαιραν. bbox=[274, 160, 386, 183]
column-left bbox=[33, 27, 386, 1273]
paragraph: Κύκλοι τῆς δυτικογερμανικῆς κυβερνήσεως ἐδήλωσαν ὅτι ὁ καγκελλάριος θὰ ἐπιδιώξῃ νὰ πείσῃ τὸν Γάλλον πρόεδρον περὶ τῆς ἀνάγκης κοινῆς ἀντιμετωπίσεως τῆς νομισματικῆς κρίσεως. bbox=[791, 521, 1092, 599]
paragraph: Παρατηρηταὶ ἐκτιμοῦν ὅτι ἡ συνάντησις θὰ εἶναι ἀποφασιστικῆς σημασίας διὰ τὸ μέλλον τῆς εὐρωπαϊκῆς ὁλοκληρώσεως. bbox=[791, 1045, 937, 1068]
paragraph: Ἡ διάσκεψις ἀναμένεται νὰ διαρκέσῃ δύο ἡμέρας καὶ θὰ καλύψῃ ἐπίσης τὰ θέματα τῆς διευρύνσεως τῆς Κοινότητος. bbox=[946, 786, 1092, 801]
paragraph: Ἡ Γαλλία ὑποστηρίζει τὴν καθιέρωσιν διπλῆς ἀγορᾶς συναλλάγματος, ἐνῷ ἡ Δυτικὴ Γερμανία προτιμᾷ τὴν ἐλευθέραν διακύμανσιν τοῦ μάρκου. bbox=[946, 1177, 1092, 1201]
paragraph: Ἡ ἰσραηλινὴ κυβέρνησις ἐπιμένει εἰς τὰς ἀπ᾽ εὐθείας συνομιλίας, ἐνῷ ἡ Αἴγυπτος ὑποστηρίζει ὅτι μόνον διὰ τῆς μεσολαβήσεως τοῦ ΟΗΕ εἶναι δυνατὸν νὰ ἐπιτευχθῇ συμφωνία. bbox=[33, 1016, 266, 1067]
paragraph: Ἐπίσης, κατὰ τὴν διάρκειαν τῶν συνομιλιῶν, ἐξητάσθησαν τὰ προβλήματα τῆς οἰκονομικῆς συνεργασίας μεταξὺ τῶν δύο χωρῶν καὶ αἱ δυνατότητες ἐπεκτάσεως τοῦ ἐμπορίου. bbox=[1382, 1234, 1513, 1265]
dateline: ΒΕΡΟΙΑ, 5.— Ἀνακοίνωσις τῆς Ἱερᾶς Μητροπόλεως Βεροίας καὶ Ναούσης ἀναφέρει ὅτι ἡ εὐθύνη διὰ τὴν ἐγκατάλειψιν τῶν παρεκκλησίων βαρύνει τὴν Ἀρχαιολογικὴν Ὑπηρεσίαν. bbox=[636, 665, 782, 697]
paragraph: Ὁ Αἰγύπτιος πρόεδρος θὰ ἀναχωρήσῃ αὔριον διὰ τὸ Κάϊρον, ὅπου ἀναμένεται νὰ προβῇ εἰς ἀνακοινώσεις περὶ τῶν ἀποτελεσμάτων τῶν συνομιλιῶν του. bbox=[33, 503, 145, 535]
headline-deck-2: Ἐκφράζονται ἀνησυχίαι διὰ συγκρούσεις bbox=[1196, 440, 1429, 456]
dateline: ΒΕΛΙΓΡΑΔΙΟΝ, 5. (Ρώυτερ).— Ὁ πρόεδρος Τίτο καὶ ὁ Ἀν. Σαντάτ συνεφώνησαν σήμερον ὅτι ἡ λύσις τῆς κρίσεως τῆς Μέσης Ἀνατολῆς πρέπει νὰ ἀναζητηθῇ εἰς τὸ πλαίσιον τοῦ ΟΗΕ. bbox=[33, 140, 145, 180]
paragraph: Ἡ ἰσραηλινὴ κυβέρνησις ἐπιμένει εἰς τὰς ἀπ᾽ εὐθείας συνομιλίας, ἐνῷ ἡ Αἴγυπτος ὑποστηρίζει ὅτι μόνον διὰ τῆς μεσολαβήσεως τοῦ ΟΗΕ εἶναι δυνατὸν νὰ ἐπιτευχθῇ συμφωνία. bbox=[154, 927, 266, 967]
paragraph: Ἡ διάσκεψις κορυφῆς μεταξὺ τοῦ καγκελλαρίου Βίλλυ Μπράντ καὶ τοῦ Γάλλου προέδρου Ζὼρζ Πομπιντοῦ θὰ πραγματοποιηθῇ τὴν προσεχῆ ἑβδομάδα εἰς τὸ Παρίσι. bbox=[636, 786, 919, 945]
column-center bbox=[626, 27, 1092, 1273]
headline-line-3: τοὺς Μπράντ καὶ Πομπιντοῦ bbox=[412, 65, 611, 84]
paragraph: Παρατηρηταὶ ἐκτιμοῦν ὅτι ἡ συνάντησις θὰ εἶναι ἀποφασιστικῆς σημασίας διὰ τὸ μέλλον τῆς εὐρωπαϊκῆς ὁλοκληρώσεως. bbox=[846, 185, 1092, 200]
dateline: ΤΕΛ ΑΒΙΒ, 5. (Ρώυτερ).— Ὁ ὑπουργὸς Ἀμύνης τοῦ Ἰσραὴλ κ. Μοσὲ Νταγιὰν ἔφθασε σήμερον. bbox=[406, 337, 616, 352]
dateline: ΝΕΑ ΥΟΡΚΗ, 5. (Ἰδιαιτ. Τύπος).— Ἡ ἐφημερὶς «Νιοὺ Γιὸρκ Τάϊμς» γράφει σήμερον εἰς κύριον ἄρθρον της. bbox=[406, 215, 616, 230]
paragraph: Ἡ διάσκεψις ἀναμένεται νὰ διαρκέσῃ δύο ἡμέρας καὶ θὰ καλύψῃ ἐπίσης τὰ θέματα τῆς διευρύνσεως τῆς Κοινότητος. bbox=[406, 671, 616, 686]
paragraph: Αἱ διαφωνίαι αὐταὶ ἔχουν δημιουργήσει σοβαρὰς δυσχερείας εἰς τὴν λειτουργίαν τῆς Κοινῆς Ἀγορᾶς καὶ ἰδίως εἰς τὴν κοινὴν ἀγροτικὴν πολιτικήν. bbox=[406, 234, 616, 250]
headline-deck: Προσεκλήθη νὰ μετάσχῃ καὶ ὁ Κέννεντυ bbox=[95, 430, 324, 446]
paragraph: Ἐπίσης, κατὰ τὴν διάρκειαν τῶν συνομιλιῶν, ἐξητάσθησαν τὰ προβλήματα τῆς οἰκονομικῆς συνεργασίας μεταξὺ τῶν δύο χωρῶν καὶ αἱ δυνατότητες ἐπεκτάσεως τοῦ ἐμπορίου. bbox=[33, 616, 145, 656]
headline-line-1: Τὸ νομισματικὸν πρόβλημα bbox=[416, 27, 607, 46]
subhead: ΠΑΡΑΜΕΝΕΙ Ο ΓΡΑΣ. ΠΡΟΪ. bbox=[1401, 492, 1503, 502]
paragraph: Ἡ διάσκεψις ἀναμένεται νὰ διαρκέσῃ δύο ἡμέρας καὶ θὰ καλύψῃ ἐπίσης τὰ θέματα τῆς διευρύνσεως τῆς Κοινότητος. bbox=[946, 1042, 1092, 1058]
paragraph: Ὁ κ. Μπρὰντ θὰ συνοδεύεται ὑπὸ τοῦ ὑπουργοῦ Ἐξωτερικῶν κ. Βάλτερ Σέελ καὶ τοῦ ὑπουργοῦ Οἰκονομικῶν κ. Κάρλ Σίλλερ. bbox=[846, 342, 1092, 358]
headline-line-2: ΜΕΤΑΞΥ ΙΝΔΙΑΣ ΚΑΙ ΑΜΕΡΙΚΗΣ bbox=[1179, 46, 1446, 66]
paragraph: Ὁ κ. Ἄμπα Ἐμπὰν ἐτόνισεν ὅτι τὸ Ἰσραὴλ ἐπιθυμεῖ εἰρήνην, ἀλλὰ ἡ εἰρήνη αὐτὴ πρέπει νὰ ἐπιτευχθῇ μὲ ἀπ᾽ εὐθείας διαπραγματεύσεις μεταξὺ τῶν ἐνδιαφερομένων μερῶν. bbox=[1243, 1072, 1374, 1105]
paragraph: Αἱ συνομιλίαι τοῦ Μπριόνι διήρκεσαν δύο ἡμέρας καὶ ἐγένοντο εἰς ἐγκάρδιον ἀτμόσφαιραν. bbox=[1382, 1117, 1513, 1132]
headline-line-3: ΥΠΟ ΤΟΥ ΣΥΝΔΕΣΜΟΥ ΒΙΟΜΗΧΑΝΩΝ ΒΟΡ. ΕΛΛΑΔΟΣ bbox=[67, 594, 353, 607]
paragraph: Ὁ κ. Μπρὰντ θὰ συνοδεύεται ὑπὸ τοῦ ὑπουργοῦ Ἐξωτερικῶν κ. Βάλτερ Σέελ καὶ τοῦ ὑπουργοῦ Οἰκονομικῶν κ. Κάρλ Σίλλερ. bbox=[406, 876, 616, 891]
headline-line-1: ΛΥΣΙΝ ΤΟΥ ΜΕΣΑΝΑΤΟΛΙΚΟΥ bbox=[69, 26, 351, 50]
paragraph: Παρατηρηταὶ ἐκτιμοῦν ὅτι ἡ συνάντησις θὰ εἶναι ἀποφασιστικῆς σημασίας διὰ τὸ μέλλον τῆς εὐρωπαϊκῆς ὁλοκληρώσεως. bbox=[406, 632, 616, 647]
paragraph: Οἱ δύο ἡγέται ἐτόνισαν ὅτι ἡ ἐφαρμογὴ τῆς ἀποφάσεως τοῦ Συμβουλίου Ἀσφαλείας τοῦ Νοεμβρίου 1967 ἀποτελεῖ τὴν μόνην βάσιν διὰ τὴν ἐπίτευξιν εἰρηνικῆς λύσεως. bbox=[1111, 976, 1234, 1009]
paragraph: Παρατηρηταὶ ἐκτιμοῦν ὅτι ἡ συνάντησις θὰ εἶναι ἀποφασιστικῆς σημασίας διὰ τὸ μέλλον τῆς εὐρωπαϊκῆς ὁλοκληρώσεως. bbox=[946, 1121, 1092, 1145]
column-right bbox=[1102, 27, 1513, 1273]
paragraph: Ὁ ἐκπρόσωπος τοῦ ἰσραηλινοῦ ὑπουργείου Ἐξωτερικῶν ἐδήλωσεν εἰς τοὺς δημοσιογράφους ὅτι ἡ κυβέρνησίς του δὲν ἔχει ἀλλάξει θέσιν. bbox=[1111, 839, 1234, 863]
subhead: ΕΦΘΑΣΕΝ Ο ΝΤΑΓΙΑΝ bbox=[472, 202, 557, 212]
column-mid-left bbox=[396, 27, 616, 1273]
paragraph: Ἡ Γαλλία ὑποστηρίζει τὴν καθιέρωσιν διπλῆς ἀγορᾶς συναλλάγματος, ἐνῷ ἡ Δυτικὴ Γερμανία προτιμᾷ τὴν ἐλευθέραν διακύμανσιν τοῦ μάρκου. bbox=[846, 28, 1092, 43]
subhead: ΑΠΟΣΤΟΛΗ ΑΝΤΑΛΛΑΚΤΙΚΩΝ bbox=[1226, 291, 1297, 310]
paragraph: Αἱ διαφωνίαι αὐταὶ ἔχουν δημιουργήσει σοβαρὰς δυσχερείας εἰς τὴν λειτουργίαν τῆς Κοινῆς Ἀγορᾶς καὶ ἰδίως εἰς τὴν κοινὴν ἀγροτικὴν πολιτικήν. bbox=[636, 814, 782, 837]
paragraph: Ἡ Γαλλία ὑποστηρίζει τὴν καθιέρωσιν διπλῆς ἀγορᾶς συναλλάγματος, ἐνῷ ἡ Δυτικὴ Γερμανία προτιμᾷ τὴν ἐλευθέραν διακύμανσιν τοῦ μάρκου. bbox=[636, 701, 782, 724]
paragraph: Ὁ ἐκπρόσωπος τοῦ ἰσραηλινοῦ ὑπουργείου Ἐξωτερικῶν ἐδήλωσεν εἰς τοὺς δημοσιογράφους ὅτι ἡ κυβέρνησίς του δὲν ἔχει ἀλλάξει θέσιν. bbox=[154, 286, 266, 318]
paragraph: Ἡ κυβερνητικὴ κρίσις εἰς τὴν Ἰταλίαν διαρκεῖ ἤδη τρεῖς ἑβδομάδας, ἔπειτα ἀπὸ τὴν παραίτησιν τῆς κυβερνήσεως Κολόμπο. bbox=[636, 178, 837, 194]
headline-line-1: ΜΕΓΑΛΗ ΚΑΛΛΙΤΕΧΝΙΚΗ ΣΥΓΚΕΝΤΡΩΣΙΣ ΕΙΣ ΠΑΡΙΣΙΟΥΣ bbox=[1250, 951, 1505, 962]
paragraph: Παρατηρηταὶ ἐν Βελιγραδίῳ ἐκτιμοῦν ὅτι ἡ ἐπίσκεψις τοῦ Αἰγυπτίου προέδρου ἐνισχύει τοὺς δεσμοὺς μεταξὺ τῶν δύο χωρῶν, αἱ ὁποῖαι ἀνήκουν εἰς τὴν ὁμάδα τῶν ἀδεσμεύτων κρατῶν. bbox=[1111, 759, 1234, 790]
paragraph: Ἡ διάσκεψις κορυφῆς μεταξὺ τοῦ καγκελλαρίου Βίλλυ Μπράντ καὶ τοῦ Γάλλου προέδρου Ζὼρζ Πομπιντοῦ θὰ πραγματοποιηθῇ τὴν προσεχῆ ἑβδομάδα εἰς τὸ Παρίσι. bbox=[636, 218, 837, 233]
paragraph: Τόσον ὁ πρόεδρος Τίτο ὅσον καὶ ὁ πρόεδρος Σαντὰτ ἐξέφρασαν τὴν πεποίθησιν ὅτι αἱ προσπάθειαι τοῦ εἰδικοῦ ἀπεσταλμένου τοῦ ΟΗΕ κ. Γκούναρ Γιάρρινγκ πρέπει νὰ συνεχισθοῦν. bbox=[33, 267, 145, 307]
paragraph: Κύκλοι τῆς δυτικογερμανικῆς κυβερνήσεως ἐδήλωσαν ὅτι ὁ καγκελλάριος θὰ ἐπιδιώξῃ νὰ πείσῃ τὸν Γάλλον πρόεδρον περὶ τῆς ἀνάγκης κοινῆς ἀντιμετωπίσεως τῆς νομισματικῆς κρίσεως. bbox=[846, 283, 1092, 298]
paragraph: Κύκλοι τῆς δυτικογερμανικῆς κυβερνήσεως ἐδήλωσαν ὅτι ὁ καγκελλάριος θὰ ἐπιδιώξῃ νὰ πείσῃ τὸν Γάλλον πρόεδρον περὶ τῆς ἀνάγκης κοινῆς ἀντιμετωπίσεως τῆς νομισματικῆς κρίσεως. bbox=[636, 277, 837, 301]
paragraph: Ἐπίσης, κατὰ τὴν διάρκειαν τῶν συνομιλιῶν, ἐξητάσθησαν τὰ προβλήματα τῆς οἰκονομικῆς συνεργασίας μεταξὺ τῶν δύο χωρῶν καὶ αἱ δυνατότητες ἐπεκτάσεως τοῦ ἐμπορίου. bbox=[154, 160, 266, 200]
paragraph: Ὁ Αἰγύπτιος πρόεδρος θὰ ἀναχωρήσῃ αὔριον διὰ τὸ Κάϊρον, ὅπου ἀναμένεται νὰ προβῇ εἰς ἀνακοινώσεις περὶ τῶν ἀποτελεσμάτων τῶν συνομιλιῶν του. bbox=[154, 205, 266, 237]
paragraph: Τὴν προσεχῆ μίαν μεσημβρινήν, ἐκ τοῦ Ἱεροῦ Ναοῦ Ἁγίου Δημητρίου, θὰ τελεσθῇ ἡ κηδεία τοῦ ἀποβιώσαντος. bbox=[1243, 1214, 1374, 1238]
paragraph: Ἡ διάσκεψις κορυφῆς μεταξὺ τοῦ καγκελλαρίου Βίλλυ Μπράντ καὶ τοῦ Γάλλου προέδρου Ζὼρζ Πομπιντοῦ θὰ πραγματοποιηθῇ τὴν προσεχῆ ἑβδομάδα εἰς τὸ Παρίσι. bbox=[846, 87, 1092, 102]
story-veroia-chapels bbox=[636, 620, 1092, 726]
headline-line-1: ΔΙΑ ΤΗΝ ΕΓΚΑΤΑΛΕΙΨΙΝ ΤΩΝ ΠΑΡΕΚΚΛΗΣΙΩΝ bbox=[739, 619, 989, 631]
paragraph: Ἐπίσης, κατὰ τὴν διάρκειαν τῶν συνομιλιῶν, ἐξητάσθησαν τὰ προβλήματα τῆς οἰκονομικῆς συνεργασίας μεταξὺ τῶν δύο χωρῶν καὶ αἱ δυνατότητες ἐπεκτάσεως τοῦ ἐμπορίου. bbox=[1382, 1044, 1513, 1076]
dateline: ΚΑΒΑΛΑ, 5.— Νέαι πιστώσεις διετέθησαν ὑπὸ τοῦ ὑπουργείου Συντονισμοῦ διὰ τὴν ἐκτέλεσιν ἔργων εἰς τοὺς νομοὺς Καβάλας, Δράμας, Ξάνθης καὶ Ἕβρου. bbox=[33, 1016, 145, 1048]
paragraph: Ὁ κ. Μπρὰντ θὰ συνοδεύεται ὑπὸ τοῦ ὑπουργοῦ Ἐξωτερικῶν κ. Βάλτερ Σέελ καὶ τοῦ ὑπουργοῦ Οἰκονομικῶν κ. Κάρλ Σίλλερ. bbox=[406, 254, 616, 270]
headline-line-1: ΔΙΕΤΕΘΗΣΑΝ ΠΙΣΤΩΣΕΙΣ ΔΙΑ ΤΗΝ ΕΚΤΕΛΕΣΙΝ bbox=[739, 740, 989, 753]
headline-line-1: ΤΟ ΕΠΙΤΕΛΕΣΘΕΝ ΕΡΓΟΝ ΤΟ 1971 ΚΑΙ ΟΙ ΣΤΟΧΟΙ ΤΟΥ 1972 bbox=[735, 1092, 993, 1103]
dateline: ΑΘΗΝΑΙ, 5.— Οἱ ὀργανισμοὶ Ἐργατικῆς Κατοικίας καὶ Ἐργατικῆς Ἑστίας ἀνεκοίνωσαν τὸ ἐπιτελεσθὲν ἔργον κατὰ τὸ 1971. bbox=[636, 1121, 782, 1145]
paragraph: Ἐπίσης, κατὰ τὴν διάρκειαν τῶν συνομιλιῶν, ἐξητάσθησαν τὰ προβλήματα τῆς οἰκονομικῆς συνεργασίας μεταξὺ τῶν δύο χωρῶν καὶ αἱ δυνατότητες ἐπεκτάσεως τοῦ ἐμπορίου. bbox=[274, 277, 386, 318]
dateline: ΟΥΑΣΙΓΚΤΩΝ, 5. (Ρώυτερ).— Ὁ γερουσιαστὴς κ. Ἔντουαρντ Κέννεντυ προσεκλήθη νὰ μετάσχῃ τῆς πορείας. bbox=[1111, 730, 1234, 754]
headline-line-3: ΕΙΣ ΚΕΝΤΡΙΚΗΝ ΚΑΙ ΔΥΤΙΚΗΝ ΜΑΚΕΔΟΝΙΑΝ bbox=[743, 764, 985, 776]
headline-line-2: ΔΙΑ ΤΗΝ ΤΟΥΡΙΣΤΙΚΗΝ ΠΡΟΒΟΛΗΝ ΤΗΣ ΧΑΛΚΙΔΙΚΗΣ bbox=[1260, 961, 1495, 971]
headline-line-1: ΚΑΙ ΝΕΑ ΕΠΙΔΕΙΝΩΣΙΣ ΤΩΝ ΣΧΕΣΕΩΝ bbox=[1155, 27, 1469, 46]
headline-line-1: ΣΕΙΡΑ ΚΑΤΑΔΙΚΩΝ ΕΙΣ ΤΗΝ ΠΟΡΤΟΓΑΛΙΑΝ bbox=[1285, 596, 1471, 607]
paragraph: Ὁ κ. Μπρὰντ θὰ συνοδεύεται ὑπὸ τοῦ ὑπουργοῦ Ἐξωτερικῶν κ. Βάλτερ Σέελ καὶ τοῦ ὑπουργοῦ Οἰκονομικῶν κ. Κάρλ Σίλλερ. bbox=[791, 1150, 937, 1173]
story-soviet-fishing bbox=[636, 464, 1092, 514]
paragraph: Ἐπίσης, κατὰ τὴν διάρκειαν τῶν συνομιλιῶν, ἐξητάσθησαν τὰ προβλήματα τῆς οἰκονομικῆς συνεργασίας μεταξὺ τῶν δύο χωρῶν καὶ αἱ δυνατότητες ἐπεκτάσεως τοῦ ἐμπορίου. bbox=[1419, 284, 1513, 332]
paragraph: Παρατηρηταὶ ἐκτιμοῦν ὅτι ἡ συνάντησις θὰ εἶναι ἀποφασιστικῆς σημασίας διὰ τὸ μέλλον τῆς εὐρωπαϊκῆς ὁλοκληρώσεως. bbox=[791, 797, 937, 820]
headline-line-2: ΕΙΣ ΑΝΑΤΟΛΙΚΗΝ ΜΑΚΕΔΟΝΙΑΝ ΚΑΙ ΘΡΑΚΗΝ bbox=[87, 995, 332, 1008]
paragraph: Ἡ διάσκεψις ἀναμένεται νὰ διαρκέσῃ δύο ἡμέρας καὶ θὰ καλύψῃ ἐπίσης τὰ θέματα τῆς διευρύνσεως τῆς Κοινότητος. bbox=[636, 1177, 782, 1193]
story-finance-ministry bbox=[33, 570, 386, 750]
paragraph: Οἱ δύο ἡγέται ἐτόνισαν ὅτι ἡ ἐφαρμογὴ τῆς ἀποφάσεως τοῦ Συμβουλίου Ἀσφαλείας τοῦ Νοεμβρίου 1967 ἀποτελεῖ τὴν μόνην βάσιν διὰ τὴν ἐπίτευξιν εἰρηνικῆς λύσεως. bbox=[1243, 1214, 1513, 1258]
dateline: ΟΥΑΣΙΓΚΤΩΝ, 5. (Ρώυτερ).— Αἱ Ἡνωμέναι Πολιτεῖαι προεδοποίησαν τὴν Σοβιετικὴν Ἕνωσιν ὅτι θὰ λάβουν μέτρα ἐὰν δὲν περιορισθῇ ἡ δραστηριότης τῶν ἀλιευτικῶν της. bbox=[636, 521, 782, 553]
story-body bbox=[636, 1005, 1092, 1077]
paragraph: Ὁ πρόεδρος Τίτο καὶ ὁ Αἰγύπτιος ὁμόλογός του, ἀντηλλάγησαν ἀπόψεις περὶ τῆς καταστάσεως εἰς τὴν Μέσην Ἀνατολὴν κατὰ τὴν διάρκειαν τῶν συνομιλιῶν τῶν ὁποίων διεξήχθησαν εἰς τὸ νησὶ Μπριόνι. bbox=[33, 890, 145, 931]
headline-line-2: ΝΑ ΠΕΡΙΟΡΙΣΗ ΤΗΝ ΔΡΑΣΤΗΡΙΟΤΗΤΑ bbox=[764, 482, 963, 495]
paragraph: Αἱ συνομιλίαι τοῦ Μπριόνι διήρκεσαν δύο ἡμέρας καὶ ἐγένοντο εἰς ἐγκάρδιον ἀτμόσφαιραν. bbox=[274, 810, 386, 833]
headline-line-3: ΕΠΙΔΙΩΚΟΥΝ ΟΙ ΑΙΓΥΠΤΙΟΙ bbox=[75, 73, 344, 97]
paragraph: Ὁ πρόεδρος Τίτο καὶ ὁ Αἰγύπτιος ὁμόλογός του, ἀντηλλάγησαν ἀπόψεις περὶ τῆς καταστάσεως εἰς τὴν Μέσην Ἀνατολὴν κατὰ τὴν διάρκειαν τῶν συνομιλιῶν τῶν ὁποίων διεξήχθησαν εἰς τὸ νησὶ Μπριόνι. bbox=[1111, 795, 1234, 835]
paragraph: Ἡ Γαλλία ὑποστηρίζει τὴν καθιέρωσιν διπλῆς ἀγορᾶς συναλλάγματος, ἐνῷ ἡ Δυτικὴ Γερμανία προτιμᾷ τὴν ἐλευθέραν διακύμανσιν τοῦ μάρκου. bbox=[636, 1150, 782, 1173]
right-lower-right bbox=[1243, 589, 1513, 1273]
dateline: ΔΟΥΒΛΙΝΟΝ, 5. (Ἰδιαιτ. Τύπος).— Ἡ βρεταννικὴ κυβέρνησις ἀνεκοίνωσε σήμερον. bbox=[791, 837, 937, 852]
paragraph: Ὁ πρόεδρος Τίτο καὶ ὁ Αἰγύπτιος ὁμόλογός του, ἀντηλλάγησαν ἀπόψεις περὶ τῆς καταστάσεως εἰς τὴν Μέσην Ἀνατολὴν κατὰ τὴν διάρκειαν τῶν συνομιλιῶν τῶν ὁποίων διεξήχθησαν εἰς τὸ νησὶ Μπριόνι. bbox=[1382, 1081, 1513, 1113]
subhead: ΣΥΛΛΗΨΕΙΣ ΔΗΜΟΣΙΟΓΡΑΦΟΥ bbox=[1328, 190, 1398, 209]
paragraph: Οἱ δύο ἡγέται ἐτόνισαν ὅτι ἡ ἐφαρμογὴ τῆς ἀποφάσεως τοῦ Συμβουλίου Ἀσφαλείας τοῦ Νοεμβρίου 1967 ἀποτελεῖ τὴν μόνην βάσιν διὰ τὴν ἐπίτευξιν εἰρηνικῆς λύσεως. bbox=[33, 230, 145, 262]
paragraph: Ὁ κ. Ἄμπα Ἐμπὰν ἐτόνισεν ὅτι τὸ Ἰσραὴλ ἐπιθυμεῖ εἰρήνην, ἀλλὰ ἡ εἰρήνη αὐτὴ πρέπει νὰ ἐπιτευχθῇ μὲ ἀπ᾽ εὐθείας διαπραγματεύσεις μεταξὺ τῶν ἐνδιαφερομένων μερῶν. bbox=[1111, 940, 1234, 972]
feature-line-2: ἔλαβε bbox=[716, 52, 757, 72]
paragraph: Ἐπίσης, κατὰ τὴν διάρκειαν τῶν συνομιλιῶν, ἐξητάσθησαν τὰ προβλήματα τῆς οἰκονομικῆς συνεργασίας μεταξὺ τῶν δύο χωρῶν καὶ αἱ δυνατότητες ἐπεκτάσεως τοῦ ἐμπορίου. bbox=[1111, 232, 1205, 281]
paragraph: Ἡ διάσκεψις ἀναμένεται νὰ διαρκέσῃ δύο ἡμέρας καὶ θὰ καλύψῃ ἐπίσης τὰ θέματα τῆς διευρύνσεως τῆς Κοινότητος. bbox=[791, 532, 937, 548]
paragraph: Ὁ κ. Ἄμπα Ἐμπὰν ἐτόνισεν ὅτι τὸ Ἰσραὴλ ἐπιθυμεῖ εἰρήνην, ἀλλὰ ἡ εἰρήνη αὐτὴ πρέπει νὰ ἐπιτευχθῇ μὲ ἀπ᾽ εὐθείας διαπραγματεύσεις μεταξὺ τῶν ἐνδιαφερομένων μερῶν. bbox=[274, 475, 386, 507]
paragraph: Ἡ διάσκεψις κορυφῆς μεταξὺ τοῦ καγκελλαρίου Βίλλυ Μπράντ καὶ τοῦ Γάλλου προέδρου Ζὼρζ Πομπιντοῦ θὰ πραγματοποιηθῇ τὴν προσεχῆ ἑβδομάδα εἰς τὸ Παρίσι. bbox=[406, 545, 616, 561]
paragraph: Παρατηρηταὶ ἐκτιμοῦν ὅτι ἡ συνάντησις θὰ εἶναι ἀποφασιστικῆς σημασίας διὰ τὸ μέλλον τῆς εὐρωπαϊκῆς ὁλοκληρώσεως. bbox=[406, 750, 616, 765]
subhead: ΑΝΑΧΩΡΗΣΙΣ ΔΙΠΛΩΜΑΤΩΝ bbox=[658, 897, 767, 907]
paragraph: Κύκλοι τῆς δυτικογερμανικῆς κυβερνήσεως ἐδήλωσαν ὅτι ὁ καγκελλάριος θὰ ἐπιδιώξῃ νὰ πείσῃ τὸν Γάλλον πρόεδρον περὶ τῆς ἀνάγκης κοινῆς ἀντιμετωπίσεως τῆς νομισματικῆς κρίσεως. bbox=[946, 833, 1092, 866]
paragraph: Ἡ διάσκεψις ἀναμένεται νὰ διαρκέσῃ δύο ἡμέρας καὶ θὰ καλύψῃ ἐπίσης τὰ θέματα τῆς διευρύνσεως τῆς Κοινότητος. bbox=[636, 403, 837, 419]
story-body bbox=[406, 116, 616, 912]
center-top-right-body bbox=[846, 27, 1092, 359]
dateline: ΝΕΟΝ ΔΕΛΧΙ, 5. (Ρώυτερ).— Νέα ἐπιδείνωσις τῶν σχέσεων μεταξὺ Ἰνδίας καὶ Ἡνωμένων Πολιτειῶν σημειώνεται, ἐξ αἰτίας τῆς μυστικῆς ἀποστολῆς ἀμερικανικῶν ἀεροπλάνων εἰς τὸ Πακιστάν. bbox=[1111, 126, 1205, 175]
paragraph: Αἱ διαφωνίαι αὐταὶ ἔχουν δημιουργήσει σοβαρὰς δυσχερείας εἰς τὴν λειτουργίαν τῆς Κοινῆς Ἀγορᾶς καὶ ἰδίως εἰς τὴν κοινὴν ἀγροτικὴν πολιτικήν. bbox=[636, 521, 875, 601]
paragraph: Ἡ Γαλλία ὑποστηρίζει τὴν καθιέρωσιν διπλῆς ἀγορᾶς συναλλάγματος, ἐνῷ ἡ Δυτικὴ Γερμανία προτιμᾷ τὴν ἐλευθέραν διακύμανσιν τοῦ μάρκου. bbox=[406, 565, 616, 580]
paragraph: Αἱ συνομιλίαι τοῦ Μπριόνι διήρκεσαν δύο ἡμέρας καὶ ἐγένοντο εἰς ἐγκάρδιον ἀτμόσφαιραν. bbox=[1382, 875, 1513, 891]
paragraph: Ἡ Γαλλία ὑποστηρίζει τὴν καθιέρωσιν διπλῆς ἀγορᾶς συναλλάγματος, ἐνῷ ἡ Δυτικὴ Γερμανία προτιμᾷ τὴν ἐλευθέραν διακύμανσιν τοῦ μάρκου. bbox=[791, 857, 937, 880]
continued-body bbox=[1111, 589, 1234, 1045]
headline-line-3: ΕΙΣ ΠΑΡΑΝΟΜΟΥΣ ΔΡΑΣΤΗΡΙΟΤΗΤΑΣ bbox=[1130, 397, 1494, 421]
headline-deck-2: Ἀνησυχεῖ ζωηρότατα ὁ Ἐντ. Κέννεντυ bbox=[1204, 101, 1420, 117]
story-body bbox=[1243, 856, 1513, 937]
headline-line-3: ΔΙΑ ΤΗΝ ΠΡΟΤΙΜΗΣΙΝ ΕΓΧΩΡΙΩΝ ΠΡΟΪΟΝΤΩΝ bbox=[84, 788, 335, 800]
paragraph: Αἱ διαφωνίαι αὐταὶ ἔχουν δημιουργήσει σοβαρὰς δυσχερείας εἰς τὴν λειτουργίαν τῆς Κοινῆς Ἀγορᾶς καὶ ἰδίως εἰς τὴν κοινὴν ἀγροτικὴν πολιτικήν. bbox=[406, 798, 616, 813]
paragraph: Ὁ Αἰγύπτιος πρόεδρος θὰ ἀναχωρήσῃ αὔριον διὰ τὸ Κάϊρον, ὅπου ἀναμένεται νὰ προβῇ εἰς ἀνακοινώσεις περὶ τῶν ἀποτελεσμάτων τῶν συνομιλιῶν του. bbox=[1243, 1008, 1374, 1031]
paragraph: Ὁ Αἰγύπτιος πρόεδρος θὰ ἀναχωρήσῃ αὔριον διὰ τὸ Κάϊρον, ὅπου ἀναμένεται νὰ προβῇ εἰς ἀνακοινώσεις περὶ τῶν ἀποτελεσμάτων τῶν συνομιλιῶν του. bbox=[1213, 203, 1308, 243]
paragraph: Ἡ Γαλλία ὑποστηρίζει τὴν καθιέρωσιν διπλῆς ἀγορᾶς συναλλάγματος, ἐνῷ ἡ Δυτικὴ Γερμανία προτιμᾷ τὴν ἐλευθέραν διακύμανσιν τοῦ μάρκου. bbox=[636, 324, 837, 340]
paragraph: Κύκλοι τῆς δυτικογερμανικῆς κυβερνήσεως ἐδήλωσαν ὅτι ὁ καγκελλάριος θὰ ἐπιδιώξῃ νὰ πείσῃ τὸν Γάλλον πρόεδρον περὶ τῆς ἀνάγκης κοινῆς ἀντιμετωπίσεως τῆς νομισματικῆς κρίσεως. bbox=[636, 862, 782, 893]
headline-line-1: ΑΥΣΤΗΡΑΙ ΣΥΣΤΑΣΕΙΣ ΤΟΥ κ. ΜΑΚΑΡΕΖΟΥ bbox=[95, 764, 324, 776]
story-body bbox=[1111, 1103, 1234, 1201]
paragraph: Οἱ δύο ἡγέται ἐτόνισαν ὅτι ἡ ἐφαρμογὴ τῆς ἀποφάσεως τοῦ Συμβουλίου Ἀσφαλείας τοῦ Νοεμβρίου 1967 ἀποτελεῖ τὴν μόνην βάσιν διὰ τὴν ἐπίτευξιν εἰρηνικῆς λύσεως. bbox=[1243, 1036, 1374, 1067]
headline-line-2: ΑΝΑΜΙΓΝΥΕΤΑΙ ΠΡΟΣΩΠΙΚΩΣ bbox=[1163, 373, 1461, 398]
subhead: ΟΥΔΕΜΙΑ ΕΛΠΙΣ bbox=[483, 324, 546, 334]
paragraph: Οἱ δύο ἡγέται ἐτόνισαν ὅτι ἡ ἐφαρμογὴ τῆς ἀποφάσεως τοῦ Συμβουλίου Ἀσφαλείας τοῦ Νοεμβρίου 1967 ἀποτελεῖ τὴν μόνην βάσιν διὰ τὴν ἐπίτευξιν εἰρηνικῆς λύσεως. bbox=[274, 1036, 386, 1067]
paragraph: Ἡ διάσκεψις κορυφῆς μεταξὺ τοῦ καγκελλαρίου Βίλλυ Μπράντ καὶ τοῦ Γάλλου προέδρου Ζὼρζ Πομπιντοῦ θὰ πραγματοποιηθῇ τὴν προσεχῆ ἑβδομάδα εἰς τὸ Παρίσι. bbox=[406, 136, 616, 151]
subhead: ΠΡΟΒΑΔΙΣΜΟΣ ΔΥΤΙΚΩΝ bbox=[819, 824, 915, 834]
subhead: ΔΙΑΔΙΚΑΣΙΑ ΕΚ ΤΟΥ ΝΟΤΟΥ bbox=[813, 551, 921, 561]
story-body bbox=[1111, 125, 1513, 337]
story-portugal-convictions bbox=[1243, 589, 1513, 812]
subhead: ΣΧΟΛΙΑ ΤΗΣ ΛΕΥΚΩΣΙΑΣ bbox=[1127, 718, 1225, 727]
headline-line-2: ΥΠΗΡΞΕΝ ΑΙΤΙΑ ΤΗΣ ΔΙΑΠΙΣΤΩΣΕΩΣ bbox=[764, 971, 963, 984]
paragraph: Ἡ διάσκεψις κορυφῆς μεταξὺ τοῦ καγκελλαρίου Βίλλυ Μπράντ καὶ τοῦ Γάλλου προέδρου Ζὼρζ Πομπιντοῦ θὰ πραγματοποιηθῇ τὴν προσεχῆ ἑβδομάδα εἰς τὸ Παρίσι. bbox=[636, 1006, 919, 1077]
paragraph: Παρατηρηταὶ ἐν Βελιγραδίῳ ἐκτιμοῦν ὅτι ἡ ἐπίσκεψις τοῦ Αἰγυπτίου προέδρου ἐνισχύει τοὺς δεσμοὺς μεταξὺ τῶν δύο χωρῶν, αἱ ὁποῖαι ἀνήκουν εἰς τὴν ὁμάδα τῶν ἀδεσμεύτων κρατῶν. bbox=[33, 705, 145, 745]
paragraph: Ὁ κ. Μπρὰντ θὰ συνοδεύεται ὑπὸ τοῦ ὑπουργοῦ Ἐξωτερικῶν κ. Βάλτερ Σέελ καὶ τοῦ ὑπουργοῦ Οἰκονομικῶν κ. Κάρλ Σίλλερ. bbox=[636, 344, 837, 360]
headline-line-1: ΧΙΛΙΑΔΕΣ ΠΑΤΡΙΩΤΩΝ ΠΡΟΕΤΟΙΜΑΖΟΝΤΑΙ bbox=[116, 353, 304, 391]
paragraph: Ἡ διάσκεψις κορυφῆς μεταξὺ τοῦ καγκελλαρίου Βίλλυ Μπράντ καὶ τοῦ Γάλλου προέδρου Ζὼρζ Πομπιντοῦ θὰ πραγματοποιηθῇ τὴν προσεχῆ ἑβδομάδα εἰς τὸ Παρίσι. bbox=[791, 1121, 937, 1145]
paragraph: Ὁ κ. Μπρὰντ θὰ συνοδεύεται ὑπὸ τοῦ ὑπουργοῦ Ἐξωτερικῶν κ. Βάλτερ Σέελ καὶ τοῦ ὑπουργοῦ Οἰκονομικῶν κ. Κάρλ Σίλλερ. bbox=[946, 665, 1092, 688]
paragraph: Αἱ διαφωνίαι αὐταὶ ἔχουν δημιουργήσει σοβαρὰς δυσχερείας εἰς τὴν λειτουργίαν τῆς Κοινῆς Ἀγορᾶς καὶ ἰδίως εἰς τὴν κοινὴν ἀγροτικὴν πολιτικήν. bbox=[636, 238, 837, 253]
paragraph: Ἡ διάσκεψις κορυφῆς μεταξὺ τοῦ καγκελλαρίου Βίλλυ Μπράντ καὶ τοῦ Γάλλου προέδρου Ζὼρζ Πομπιντοῦ θὰ πραγματοποιηθῇ τὴν προσεχῆ ἑβδομάδα εἰς τὸ Παρίσι. bbox=[406, 399, 616, 415]
headline-deck-1: Ἀποστέλλονται μυστικῶς ἀεροπλάνα bbox=[1207, 86, 1417, 102]
paragraph: Παρατηρηταὶ ἐκτιμοῦν ὅτι ἡ συνάντησις θὰ εἶναι ἀποφασιστικῆς σημασίας διὰ τὸ μέλλον τῆς εὐρωπαϊκῆς ὁλοκληρώσεως. bbox=[791, 665, 937, 688]
feature-sub-3: ΤΟΥ ΒΑΤΙΚΑΝΟΥ bbox=[710, 108, 762, 116]
paragraph: Οἱ δύο ἡγέται ἐτόνισαν ὅτι ἡ ἐφαρμογὴ τῆς ἀποφάσεως τοῦ Συμβουλίου Ἀσφαλείας τοῦ Νοεμβρίου 1967 ἀποτελεῖ τὴν μόνην βάσιν διὰ τὴν ἐπίτευξιν εἰρηνικῆς λύσεως. bbox=[1213, 247, 1308, 287]
story-india-usa bbox=[1111, 27, 1513, 337]
paragraph: Ἡ διάσκεψις κορυφῆς μεταξὺ τοῦ καγκελλαρίου Βίλλυ Μπράντ καὶ τοῦ Γάλλου προέδρου Ζὼρζ Πομπιντοῦ θὰ πραγματοποιηθῇ τὴν προσεχῆ ἑβδομάδα εἰς τὸ Παρίσι. bbox=[791, 693, 937, 717]
dateline: ΧΟΝΓΚΟΝΓΚ, 5. (Ἰδιαιτ. Τύπος).— Τὰ κινεζικὰ ἀεροδρόμια εἶναι ἀρτίως ἐξωπλισμένα, διεπίστωσαν οἱ προπομποὶ τοῦ προέδρου Νίξον. bbox=[1243, 856, 1374, 879]
